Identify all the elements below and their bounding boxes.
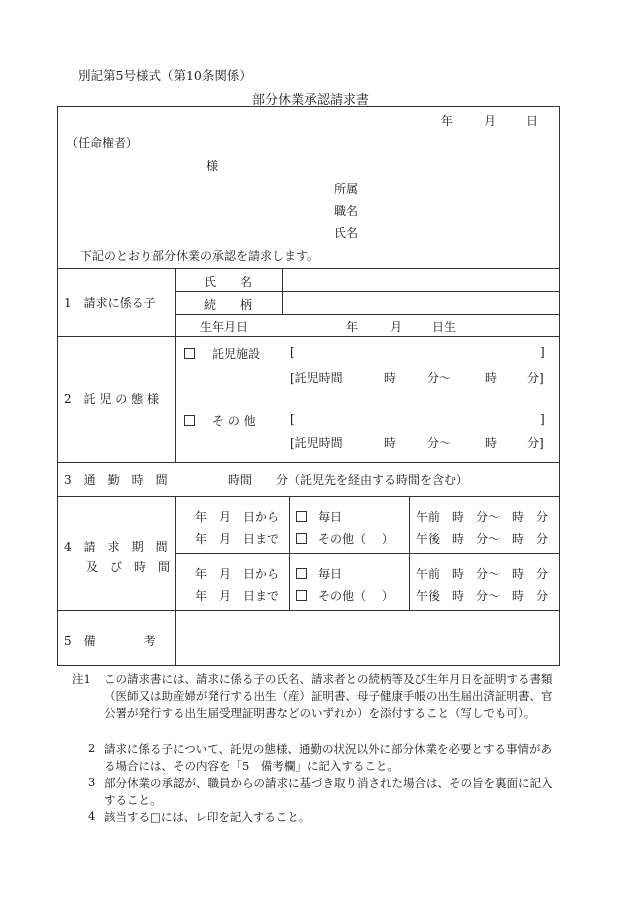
other-label: その他（ ）: [318, 532, 394, 546]
row-divider: [175, 291, 560, 292]
care-time-label: [託児時間: [290, 436, 343, 450]
section-care-label: 2 託 児 の 態 様: [64, 392, 159, 406]
row-divider: [57, 496, 560, 497]
minute-from-label: 分～: [427, 436, 452, 450]
birth-year-label: 年: [346, 320, 359, 334]
child-relation-label: 続 柄: [204, 298, 253, 312]
period-from-text: 年 月 日から: [195, 510, 280, 524]
hour-label: 時: [384, 371, 397, 385]
form-number: 別記第5号様式（第10条関係）: [78, 68, 252, 83]
section-child-label: 1 請求に係る子: [64, 296, 156, 310]
appointer-label: （任命権者）: [66, 136, 139, 150]
child-birth-label: 生年月日: [200, 320, 249, 334]
note-text: この請求書には、請求に係る子の氏名、請求者との続柄等及び生年月日を証明する書類（医師又は助産婦が発行する出生（産）証明書、母子健康手帳の出生届出済証明書、官公署が発行する出生届受理証明書などのいずれか）を添付すること（写しでも可）。: [104, 672, 553, 720]
care-facility-checkbox[interactable]: [184, 348, 195, 359]
section-commute-label: 3 通 勤 時 間: [64, 473, 168, 487]
hour-label: 時: [485, 436, 498, 450]
other-checkbox[interactable]: [296, 590, 307, 601]
column-divider: [409, 496, 410, 610]
name-label: 氏名: [334, 226, 359, 240]
page-title: 部分休業承認請求書: [252, 93, 370, 108]
birth-month-label: 月: [390, 320, 403, 334]
period-from-text: 年 月 日から: [195, 567, 280, 581]
note-marker: 注1: [72, 672, 91, 686]
note-marker: 2: [88, 741, 96, 755]
child-name-label: 氏 名: [204, 275, 253, 289]
note-text: 該当する□には、レ印を記入すること。: [104, 810, 311, 824]
daily-checkbox[interactable]: [296, 568, 307, 579]
care-facility-label: 託児施設: [212, 347, 261, 361]
request-sentence: 下記のとおり部分休業の承認を請求します。: [80, 249, 320, 263]
form-table: [57, 106, 560, 666]
daily-checkbox[interactable]: [296, 511, 307, 522]
bracket-close: ]: [540, 345, 545, 359]
other-label: その他（ ）: [318, 589, 394, 603]
honorific-label: 様: [206, 159, 219, 173]
period-to-text: 年 月 日まで: [195, 532, 280, 546]
hour-label: 時: [384, 436, 397, 450]
section-period-label: 4 請 求 期 間: [64, 540, 168, 554]
section-period-label-2: 及 び 時 間: [86, 560, 171, 574]
date-month-label: 月: [484, 114, 497, 128]
birth-day-label: 日生: [432, 320, 457, 334]
note-marker: 4: [88, 809, 96, 823]
bracket-open: [: [290, 345, 295, 359]
column-divider: [282, 268, 283, 314]
care-other-checkbox[interactable]: [184, 415, 195, 426]
note-text: 請求に係る子について、託児の態様、通勤の状況以外に部分休業を必要とする事情がある場合には、その内容を「5 備考欄」に記入すること。: [104, 742, 553, 773]
pm-time-text: 午後 時 分～ 時 分: [416, 532, 549, 546]
position-label: 職名: [334, 204, 359, 218]
bracket-close: ]: [540, 412, 545, 426]
am-time-text: 午前 時 分～ 時 分: [416, 567, 549, 581]
other-checkbox[interactable]: [296, 533, 307, 544]
row-divider: [57, 268, 560, 269]
row-divider: [57, 462, 560, 463]
daily-label: 毎日: [318, 567, 343, 581]
date-year-label: 年: [441, 114, 454, 128]
minute-to-label: 分]: [527, 436, 544, 450]
minute-to-label: 分]: [527, 371, 544, 385]
row-divider: [57, 610, 560, 611]
section-remarks-label: 5 備 考: [64, 634, 156, 648]
row-divider: [175, 553, 560, 554]
commute-text: 時間 分（託児先を経由する時間を含む）: [228, 473, 469, 487]
column-divider: [175, 268, 176, 462]
note-text: 部分休業の承認が、職員からの請求に基づき取り消された場合は、その旨を裏面に記入すること。: [104, 776, 553, 807]
care-other-label: そ の 他: [212, 414, 256, 428]
pm-time-text: 午後 時 分～ 時 分: [416, 589, 549, 603]
hour-label: 時: [485, 371, 498, 385]
row-divider: [57, 336, 560, 337]
minute-from-label: 分～: [427, 371, 452, 385]
column-divider: [289, 496, 290, 610]
am-time-text: 午前 時 分～ 時 分: [416, 510, 549, 524]
bracket-open: [: [290, 412, 295, 426]
column-divider: [175, 496, 176, 666]
daily-label: 毎日: [318, 510, 343, 524]
period-to-text: 年 月 日まで: [195, 589, 280, 603]
note-marker: 3: [88, 775, 96, 789]
affiliation-label: 所属: [334, 182, 359, 196]
row-divider: [175, 314, 560, 315]
date-day-label: 日: [526, 114, 539, 128]
care-time-label: [託児時間: [290, 371, 343, 385]
